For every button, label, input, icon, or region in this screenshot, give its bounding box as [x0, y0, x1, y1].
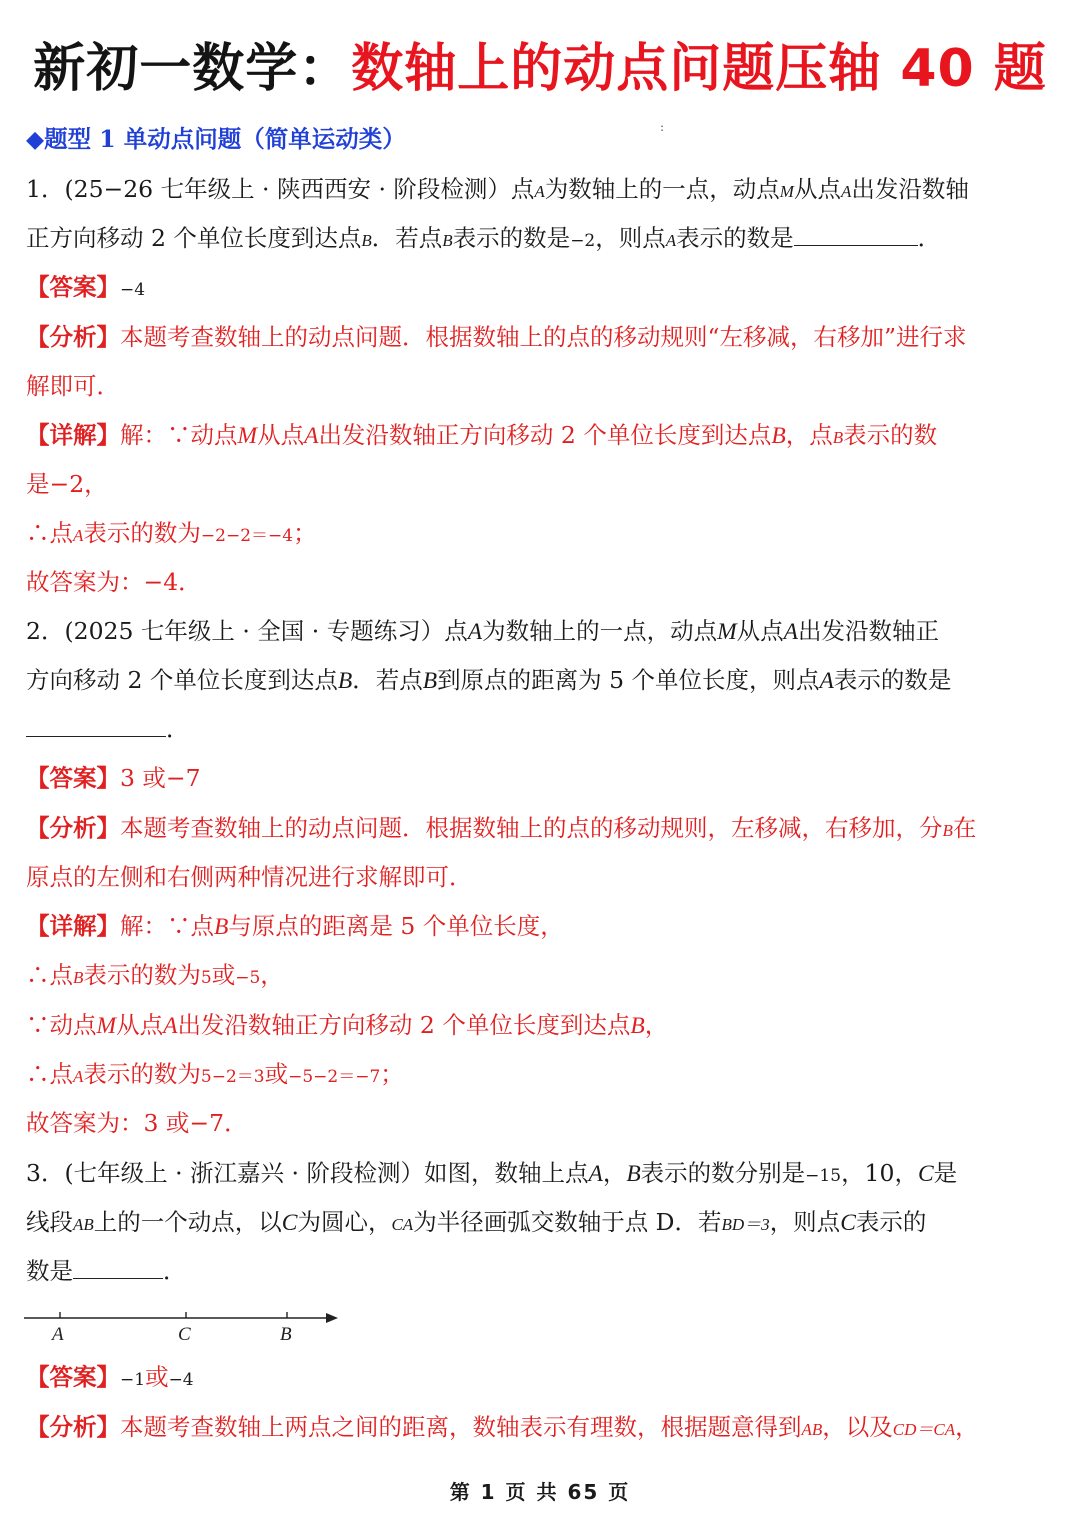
section-heading: ◆题型 1 单动点问题（简单运动类） — [26, 125, 406, 153]
q1-final: 故答案为：−4． — [26, 568, 202, 596]
q1-detail-line-3: ∴点A表示的数为−2−2＝−4； — [26, 519, 317, 547]
q1-stem-line-2: 正方向移动 2 个单位长度到达点B．若点B表示的数是−2，则点A表示的数是 ． — [26, 224, 942, 252]
q1-analysis-line-2: 解即可． — [26, 372, 120, 400]
q3-stem-line-3: 数是 ． — [26, 1257, 187, 1285]
page-title: 新初一数学：数轴上的动点问题压轴 40 题 — [33, 39, 1047, 99]
answer-blank — [73, 1256, 163, 1279]
q1-detail-line-2: 是−2， — [26, 470, 108, 498]
q1-answer: 【答案】−4 — [26, 273, 146, 301]
label-B: B — [280, 1324, 292, 1345]
answer-blank — [26, 714, 166, 737]
q3-stem-line-1: 3．(七年级上 · 浙江嘉兴 · 阶段检测）如图，数轴上点A，B表示的数分别是−15，10，C是 — [26, 1159, 958, 1187]
q2-detail-line-4: ∴点A表示的数为5−2＝3或−5−2＝−7； — [26, 1060, 404, 1088]
answer-blank — [794, 223, 918, 246]
label-A: A — [52, 1324, 64, 1345]
q2-analysis-line-2: 原点的左侧和右侧两种情况进行求解即可． — [26, 863, 473, 891]
q2-detail-line-2: ∴点B表示的数为5或−5， — [26, 961, 284, 989]
number-line-figure — [20, 1304, 350, 1350]
q1-stem-line-1: 1．(25−26 七年级上 · 陕西西安 · 阶段检测）点A为数轴上的一点，动点M从点A出发沿数轴 — [26, 175, 969, 203]
q2-analysis-line-1: 【分析】本题考查数轴上的动点问题．根据数轴上的点的移动规则，左移减，右移加，分B在 — [26, 814, 977, 842]
q2-detail-line-1: 【详解】解：∵点B与原点的距离是 5 个单位长度， — [26, 912, 564, 940]
q2-answer: 【答案】3 或−7 — [26, 764, 201, 792]
q2-final: 故答案为：3 或−7． — [26, 1109, 248, 1137]
q1-detail-line-1: 【详解】解：∵动点M从点A出发沿数轴正方向移动 2 个单位长度到达点B，点B表示的数 — [26, 421, 938, 449]
q2-stem-line-3: ． — [26, 712, 1056, 746]
q3-analysis-line-1: 【分析】本题考查数轴上两点之间的距离，数轴表示有理数，根据题意得到AB，以及CD＝CA， — [26, 1413, 979, 1441]
page-footer: 第 1 页 共 65 页 — [449, 1480, 631, 1504]
q2-stem-line-2: 方向移动 2 个单位长度到达点B．若点B到原点的距离为 5 个单位长度，则点A表示的数是 — [26, 666, 952, 694]
number-line-arrow-icon — [326, 1313, 338, 1323]
label-C: C — [178, 1324, 191, 1345]
q3-answer: 【答案】−1或−4 — [26, 1363, 194, 1391]
q2-stem-line-1: 2．(2025 七年级上 · 全国 · 专题练习）点A为数轴上的一点，动点M从点A出发沿数轴正 — [26, 617, 940, 645]
q3-stem-line-2: 线段AB上的一个动点，以C为圆心，CA为半径画弧交数轴于点 D．若BD＝3，则点C表示的 — [26, 1208, 927, 1236]
q1-analysis-line-1: 【分析】本题考查数轴上的动点问题．根据数轴上的点的移动规则“左移减，右移加”进行求 — [26, 323, 967, 351]
stray-mark: : — [660, 120, 665, 134]
q2-detail-line-3: ∵动点M从点A出发沿数轴正方向移动 2 个单位长度到达点B， — [26, 1011, 669, 1039]
